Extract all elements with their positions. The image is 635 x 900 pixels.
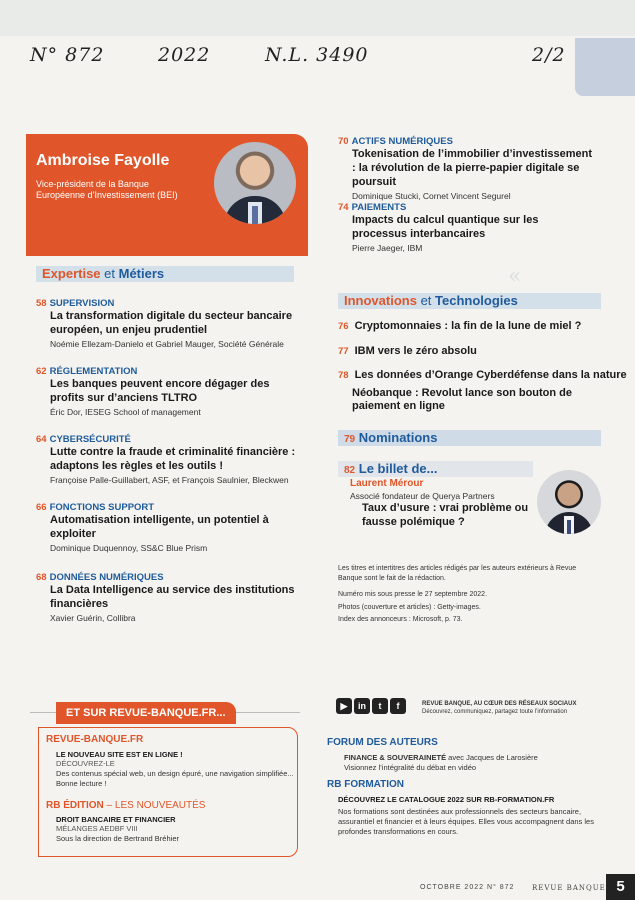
forum-line1: FINANCE & SOUVERAINETÉ avec Jacques de Larosière (344, 753, 538, 762)
site-heading[interactable]: REVUE-BANQUE.FR (46, 734, 144, 745)
facebook-icon[interactable]: f (390, 698, 406, 714)
formation-heading[interactable]: RB FORMATION (327, 779, 405, 790)
article-64[interactable]: 64 CYBERSÉCURITÉ Lutte contre la fraude et criminalité financière : adaptons les règles et les outils ! Françoise Palle-Guillabert, ASF, et François Saulnier, Bleckwen (36, 434, 296, 485)
section-innovations: Innovations et Technologies (338, 293, 601, 309)
author-name: Ambroise Fayolle (36, 152, 170, 169)
billet-article[interactable]: Laurent Mérour Associé fondateur de Querya Partners Taux d’usure : vrai problème ou fausse polémique ? (350, 478, 529, 528)
article-74[interactable]: 74 PAIEMENTS Impacts du calcul quantique sur les processus interbancaires Pierre Jaeger, IBM (338, 202, 539, 253)
formation-line2: Nos formations sont destinées aux professionnels des secteurs bancaire, assurantiel et financier et à leurs équipes. Elles vous accompagnent dans les profondes transformations en cours. (338, 807, 594, 836)
site-line4: Bonne lecture ! (56, 779, 107, 788)
section-billet[interactable]: 82 Le billet de... (338, 461, 533, 477)
forum-line2: Visionnez l’intégralité du débat en vidéo (344, 763, 477, 772)
note-photos: Photos (couverture et articles) : Getty-images. (338, 604, 481, 611)
footer-issue: OCTOBRE 2022 N° 872 (420, 884, 515, 891)
handwritten-year: 2022 (158, 44, 211, 66)
site-line3: Des contenus spécial web, un design épuré, une navigation simplifiée... (56, 769, 294, 778)
article-68[interactable]: 68 DONNÉES NUMÉRIQUES La Data Intelligence au service des institutions financières Xavier Guérin, Collibra (36, 572, 295, 623)
note-press: Numéro mis sous presse le 27 septembre 2022. (338, 591, 488, 598)
handwritten-number: N° 872 (30, 44, 105, 66)
top-margin (0, 0, 635, 36)
billet-author-photo (537, 470, 601, 534)
formation-line1: DÉCOUVREZ LE CATALOGUE 2022 SUR RB-FORMATION.FR (338, 795, 555, 804)
cover-corner-shadow (575, 38, 635, 96)
rb-edition-heading[interactable]: RB ÉDITION – LES NOUVEAUTÉS (46, 800, 206, 811)
innov-item-76[interactable]: 76 Cryptomonnaies : la fin de la lune de miel ? (338, 320, 582, 332)
social-text: REVUE BANQUE, AU CŒUR DES RÉSEAUX SOCIAUX Découvrez, communiquez, partagez toute l’information (422, 701, 577, 715)
background-watermark: « (508, 264, 522, 289)
rb-line3: Sous la direction de Bertrand Bréhier (56, 834, 179, 843)
author-box (26, 134, 308, 256)
rb-line2: MÉLANGES AEDBF VIII (56, 824, 138, 833)
handwritten-page: 2/2 (532, 44, 566, 66)
twitter-icon[interactable]: t (372, 698, 388, 714)
note-titles: Les titres et intertitres des articles rédigés par les auteurs extérieurs à Revue Banque sont le fait de la rédaction. (338, 565, 577, 582)
section-expertise: Expertise et Métiers (36, 266, 294, 282)
article-58[interactable]: 58 SUPERVISION La transformation digitale du secteur bancaire européen, un enjeu prudentiel Noémie Ellezam-Danielo et Gabriel Mauger, Société Générale (36, 298, 293, 349)
section-nominations[interactable]: 79 Nominations (338, 430, 601, 446)
author-photo (214, 142, 296, 224)
forum-heading[interactable]: FORUM DES AUTEURS (327, 737, 438, 748)
innov-item-revolut[interactable]: Néobanque : Revolut lance son bouton de paiement en ligne (352, 387, 573, 412)
page-number: 5 (606, 874, 635, 900)
article-70[interactable]: 70 ACTIFS NUMÉRIQUES Tokenisation de l’immobilier d’investissement : la révolution de la pierre-papier digitale se poursuit Dominique Stucki, Cornet Vincent Segurel (338, 136, 593, 201)
author-role: Vice-président de la Banque Européenne d’Investissement (BEI) (36, 179, 178, 200)
innov-item-77[interactable]: 77 IBM vers le zéro absolu (338, 345, 477, 357)
youtube-icon[interactable]: ▶ (336, 698, 352, 714)
innov-item-78[interactable]: 78 Les données d’Orange Cyberdéfense dans la nature (338, 369, 627, 381)
rb-line1: DROIT BANCAIRE ET FINANCIER (56, 815, 176, 824)
site-line2[interactable]: DÉCOUVREZ-LE (56, 759, 115, 768)
article-62[interactable]: 62 RÉGLEMENTATION Les banques peuvent encore dégager des profits sur d’anciens TLTRO Éric Dor, IESEG School of management (36, 366, 270, 417)
handwritten-ref: N.L. 3490 (265, 44, 369, 66)
linkedin-icon[interactable]: in (354, 698, 370, 714)
social-icons (336, 698, 406, 714)
article-66[interactable]: 66 FONCTIONS SUPPORT Automatisation intelligente, un potentiel à exploiter Dominique Duquennoy, SS&C Blue Prism (36, 502, 269, 553)
website-banner[interactable]: ET SUR REVUE-BANQUE.FR... (56, 702, 236, 724)
note-index: Index des annonceurs : Microsoft, p. 73. (338, 616, 463, 623)
site-line1: LE NOUVEAU SITE EST EN LIGNE ! (56, 750, 183, 759)
footer-brand: REVUE BANQUE (532, 884, 606, 892)
